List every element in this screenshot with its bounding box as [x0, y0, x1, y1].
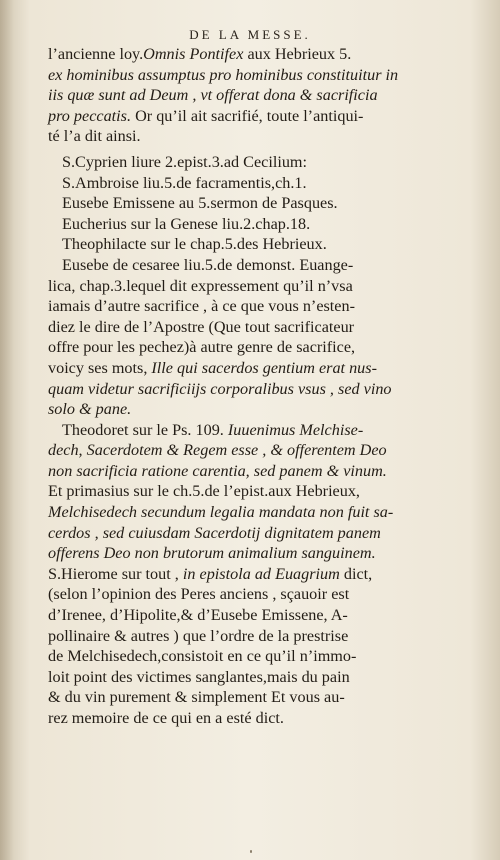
text-run: Eusebe de cesaree liu.5.de demonst. Euange-: [62, 255, 354, 274]
text-run: rez memoire de ce qui en a esté dict.: [48, 709, 284, 727]
text-run: té l’a dit ainsi.: [48, 127, 141, 146]
citation-list: [48, 152, 458, 255]
text-line: [48, 481, 458, 502]
latin-quote: Iuuenimus Melchise-: [227, 420, 364, 439]
text-line: [48, 420, 458, 441]
text-run: S.Hierome sur tout ,: [48, 564, 183, 583]
latin-quote: pro peccatis.: [48, 106, 132, 125]
text-line: [48, 85, 458, 106]
text-run: voicy ses mots,: [48, 358, 152, 377]
text-line: [48, 543, 458, 564]
latin-quote: dech, Sacerdotem & Regem esse , & offerentem Deo: [48, 441, 387, 460]
text-line: [48, 358, 458, 379]
text-run: diez le dire de l’Apostre (Que tout sacrificateur: [48, 317, 355, 336]
text-line: [48, 584, 458, 605]
text-run: de Melchisedech,consistoit en ce qu’il n’immo-: [48, 647, 357, 666]
citation-item: S.Cyprien liure 2.epist.3.ad Cecilium:: [62, 152, 308, 171]
text-run: dict,: [339, 564, 373, 583]
text-line: [48, 708, 458, 729]
text-run: lica, chap.3.lequel dit expressement qu’il n’vsa: [48, 276, 353, 295]
text-run: d’Irenee, d’Hipolite,& d’Eusebe Emissene, A-: [48, 606, 348, 625]
text-line: [48, 502, 458, 523]
text-run: l’ancienne loy.: [48, 45, 144, 63]
latin-quote: Omnis Pontifex: [143, 45, 244, 63]
latin-quote: offerens Deo non brutorum animalium sanguinem.: [48, 544, 376, 563]
text-line: [48, 626, 458, 647]
citation-item: Eucherius sur la Genese liu.2.chap.18.: [62, 214, 311, 233]
paragraph-ancienne-loy: [48, 44, 458, 147]
text-line: [48, 106, 458, 127]
text-run: loit point des victimes sanglantes,mais du pain: [48, 667, 350, 686]
text-line: [48, 461, 458, 482]
text-line: [48, 687, 458, 708]
text-line: [48, 667, 458, 688]
text-run: (selon l’opinion des Peres anciens , sçauoir est: [48, 585, 350, 604]
text-line: [48, 126, 458, 147]
latin-quote: non sacrificia ratione carentia, sed panem & vinum.: [48, 461, 387, 480]
text-run: pollinaire & autres ) que l’ordre de la prestrise: [48, 626, 349, 645]
text-line: [48, 399, 458, 420]
text-line: [48, 44, 458, 65]
text-run: aux Hebrieux 5.: [243, 45, 352, 63]
text-run: iamais d’autre sacrifice , à ce que vous n’esten-: [48, 297, 355, 316]
latin-quote: solo & pane.: [48, 400, 132, 419]
latin-quote: in epistola ad Euagrium: [182, 564, 340, 583]
text-line: [48, 317, 458, 338]
text-line: [48, 440, 458, 461]
page-speck: [250, 850, 252, 853]
text-line: [48, 337, 458, 358]
text-line: [48, 564, 458, 585]
text-run: Or qu’il ait sacrifié, toute l’antiqui-: [131, 106, 364, 125]
latin-quote: quam videtur sacrificiijs corporalibus vsus , sed vino: [48, 379, 392, 398]
text-run: & du vin purement & simplement Et vous au-: [48, 688, 345, 707]
text-run: Et primasius sur le ch.5.de l’epist.aux Hebrieux,: [48, 482, 360, 501]
latin-quote: iis quæ sunt ad Deum , vt offerat dona & sacrificia: [48, 86, 378, 105]
citation-item: S.Ambroise liu.5.de facramentis,ch.1.: [62, 173, 307, 192]
paragraph-theodoret: [48, 420, 458, 729]
text-line: [48, 646, 458, 667]
text-line: [48, 255, 458, 276]
latin-quote: Ille qui sacerdos gentium erat nus-: [151, 358, 377, 377]
citation-item: Eusebe Emissene au 5.sermon de Pasques.: [62, 194, 338, 213]
text-line: [48, 296, 458, 317]
text-line: [48, 605, 458, 626]
text-line: [48, 276, 458, 297]
latin-quote: ex hominibus assumptus pro hominibus constituitur in: [48, 65, 399, 84]
latin-quote: cerdos , sed cuiusdam Sacerdotij dignitatem panem: [48, 523, 381, 542]
text-run: offre pour les pechez)à autre genre de sacrifice,: [48, 338, 356, 357]
text-line: [48, 65, 458, 86]
citation-item: Theophilacte sur le chap.5.des Hebrieux.: [62, 235, 327, 254]
text-run: Theodoret sur le Ps. 109.: [62, 420, 228, 439]
text-line: [48, 379, 458, 400]
paragraph-eusebe: [48, 255, 458, 420]
text-line: [48, 523, 458, 544]
body-text: [48, 44, 458, 729]
latin-quote: Melchisedech secundum legalia mandata non fuit sa-: [48, 503, 394, 522]
running-title: DE LA MESSE.: [189, 27, 311, 42]
